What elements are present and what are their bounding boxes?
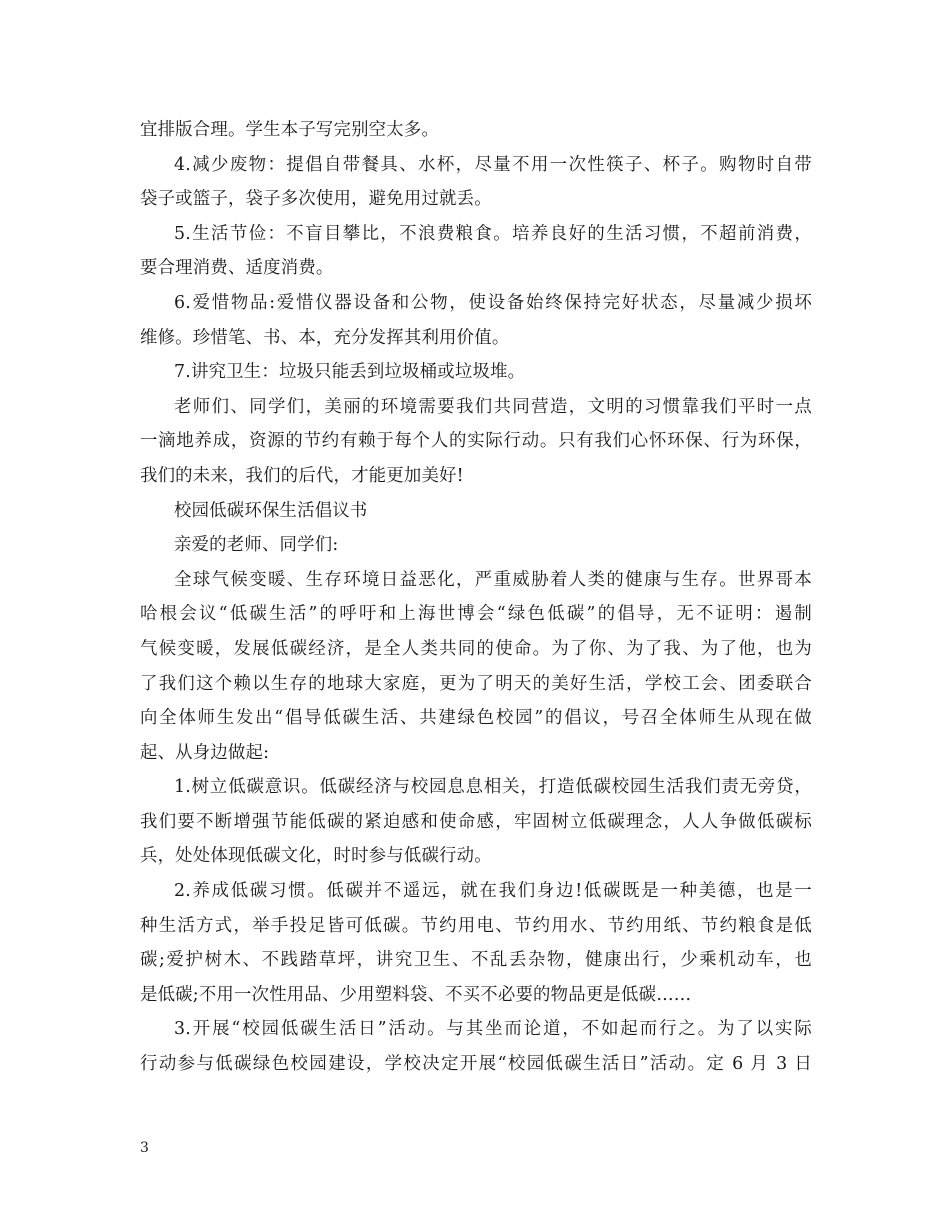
text-line: 起、从身边做起: bbox=[140, 742, 270, 763]
page-number: 3 bbox=[140, 1140, 149, 1156]
text-line: 3.开展“校园低碳生活日”活动。与其坐而论道，不如起而行之。为了以实际 bbox=[174, 1019, 812, 1040]
text-line: 行动参与低碳绿色校园建设，学校决定开展“校园低碳生活日”活动。定 6 月 3 日 bbox=[140, 1054, 812, 1075]
text-line: 亲爱的老师、同学们: bbox=[174, 535, 339, 556]
text-line: 1.树立低碳意识。低碳经济与校园息息相关，打造低碳校园生活我们责无旁贷， bbox=[174, 777, 812, 798]
text-line: 校园低碳环保生活倡议书 bbox=[174, 500, 368, 521]
text-line: 兵，处处体现低碳文化，时时参与低碳行动。 bbox=[140, 846, 492, 867]
text-line: 2.养成低碳习惯。低碳并不遥远，就在我们身边!低碳既是一种美德，也是一 bbox=[174, 881, 812, 902]
text-line: 7.讲究卫生：垃圾只能丢到垃圾桶或垃圾堆。 bbox=[174, 362, 526, 383]
text-line: 全球气候变暖、生存环境日益恶化，严重威胁着人类的健康与生存。世界哥本 bbox=[174, 569, 812, 590]
text-line: 维修。珍惜笔、书、本，充分发挥其利用价值。 bbox=[140, 327, 510, 348]
text-line: 6.爱惜物品:爱惜仪器设备和公物，使设备始终保持完好状态，尽量减少损坏 bbox=[174, 292, 812, 313]
text-line: 了我们这个赖以生存的地球大家庭，更为了明天的美好生活，学校工会、团委联合 bbox=[140, 673, 812, 694]
text-line: 向全体师生发出“倡导低碳生活、共建绿色校园”的倡议，号召全体师生从现在做 bbox=[140, 708, 812, 729]
text-line: 种生活方式，举手投足皆可低碳。节约用电、节约用水、节约用纸、节约粮食是低 bbox=[140, 915, 812, 936]
text-line: 袋子或篮子，袋子多次使用，避免用过就丢。 bbox=[140, 189, 492, 210]
text-line: 我们要不断增强节能低碳的紧迫感和使命感，牢固树立低碳理念，人人争做低碳标 bbox=[140, 811, 812, 832]
text-line: 哈根会议“低碳生活”的呼吁和上海世博会“绿色低碳”的倡导，无不证明：遏制 bbox=[140, 604, 812, 625]
text-line: 要合理消费、适度消费。 bbox=[140, 258, 334, 279]
text-line: 碳;爱护树木、不践踏草坪，讲究卫生、不乱丢杂物，健康出行，少乘机动车，也 bbox=[140, 950, 812, 971]
text-line: 4.减少废物：提倡自带餐具、水杯，尽量不用一次性筷子、杯子。购物时自带 bbox=[174, 154, 812, 175]
text-line: 我们的未来，我们的后代，才能更加美好! bbox=[140, 465, 464, 486]
text-line: 是低碳;不用一次性用品、少用塑料袋、不买不必要的物品更是低碳…… bbox=[140, 984, 692, 1005]
document-body bbox=[140, 113, 812, 1082]
text-line: 一滴地养成，资源的节约有赖于每个人的实际行动。只有我们心怀环保、行为环保， bbox=[140, 431, 812, 452]
text-line: 5.生活节俭：不盲目攀比，不浪费粮食。培养良好的生活习惯，不超前消费， bbox=[174, 223, 812, 244]
text-line: 气候变暖，发展低碳经济，是全人类共同的使命。为了你、为了我、为了他，也为 bbox=[140, 638, 812, 659]
text-line: 老师们、同学们，美丽的环境需要我们共同营造，文明的习惯靠我们平时一点 bbox=[174, 396, 812, 417]
text-line: 宜排版合理。学生本子写完别空太多。 bbox=[140, 120, 440, 140]
